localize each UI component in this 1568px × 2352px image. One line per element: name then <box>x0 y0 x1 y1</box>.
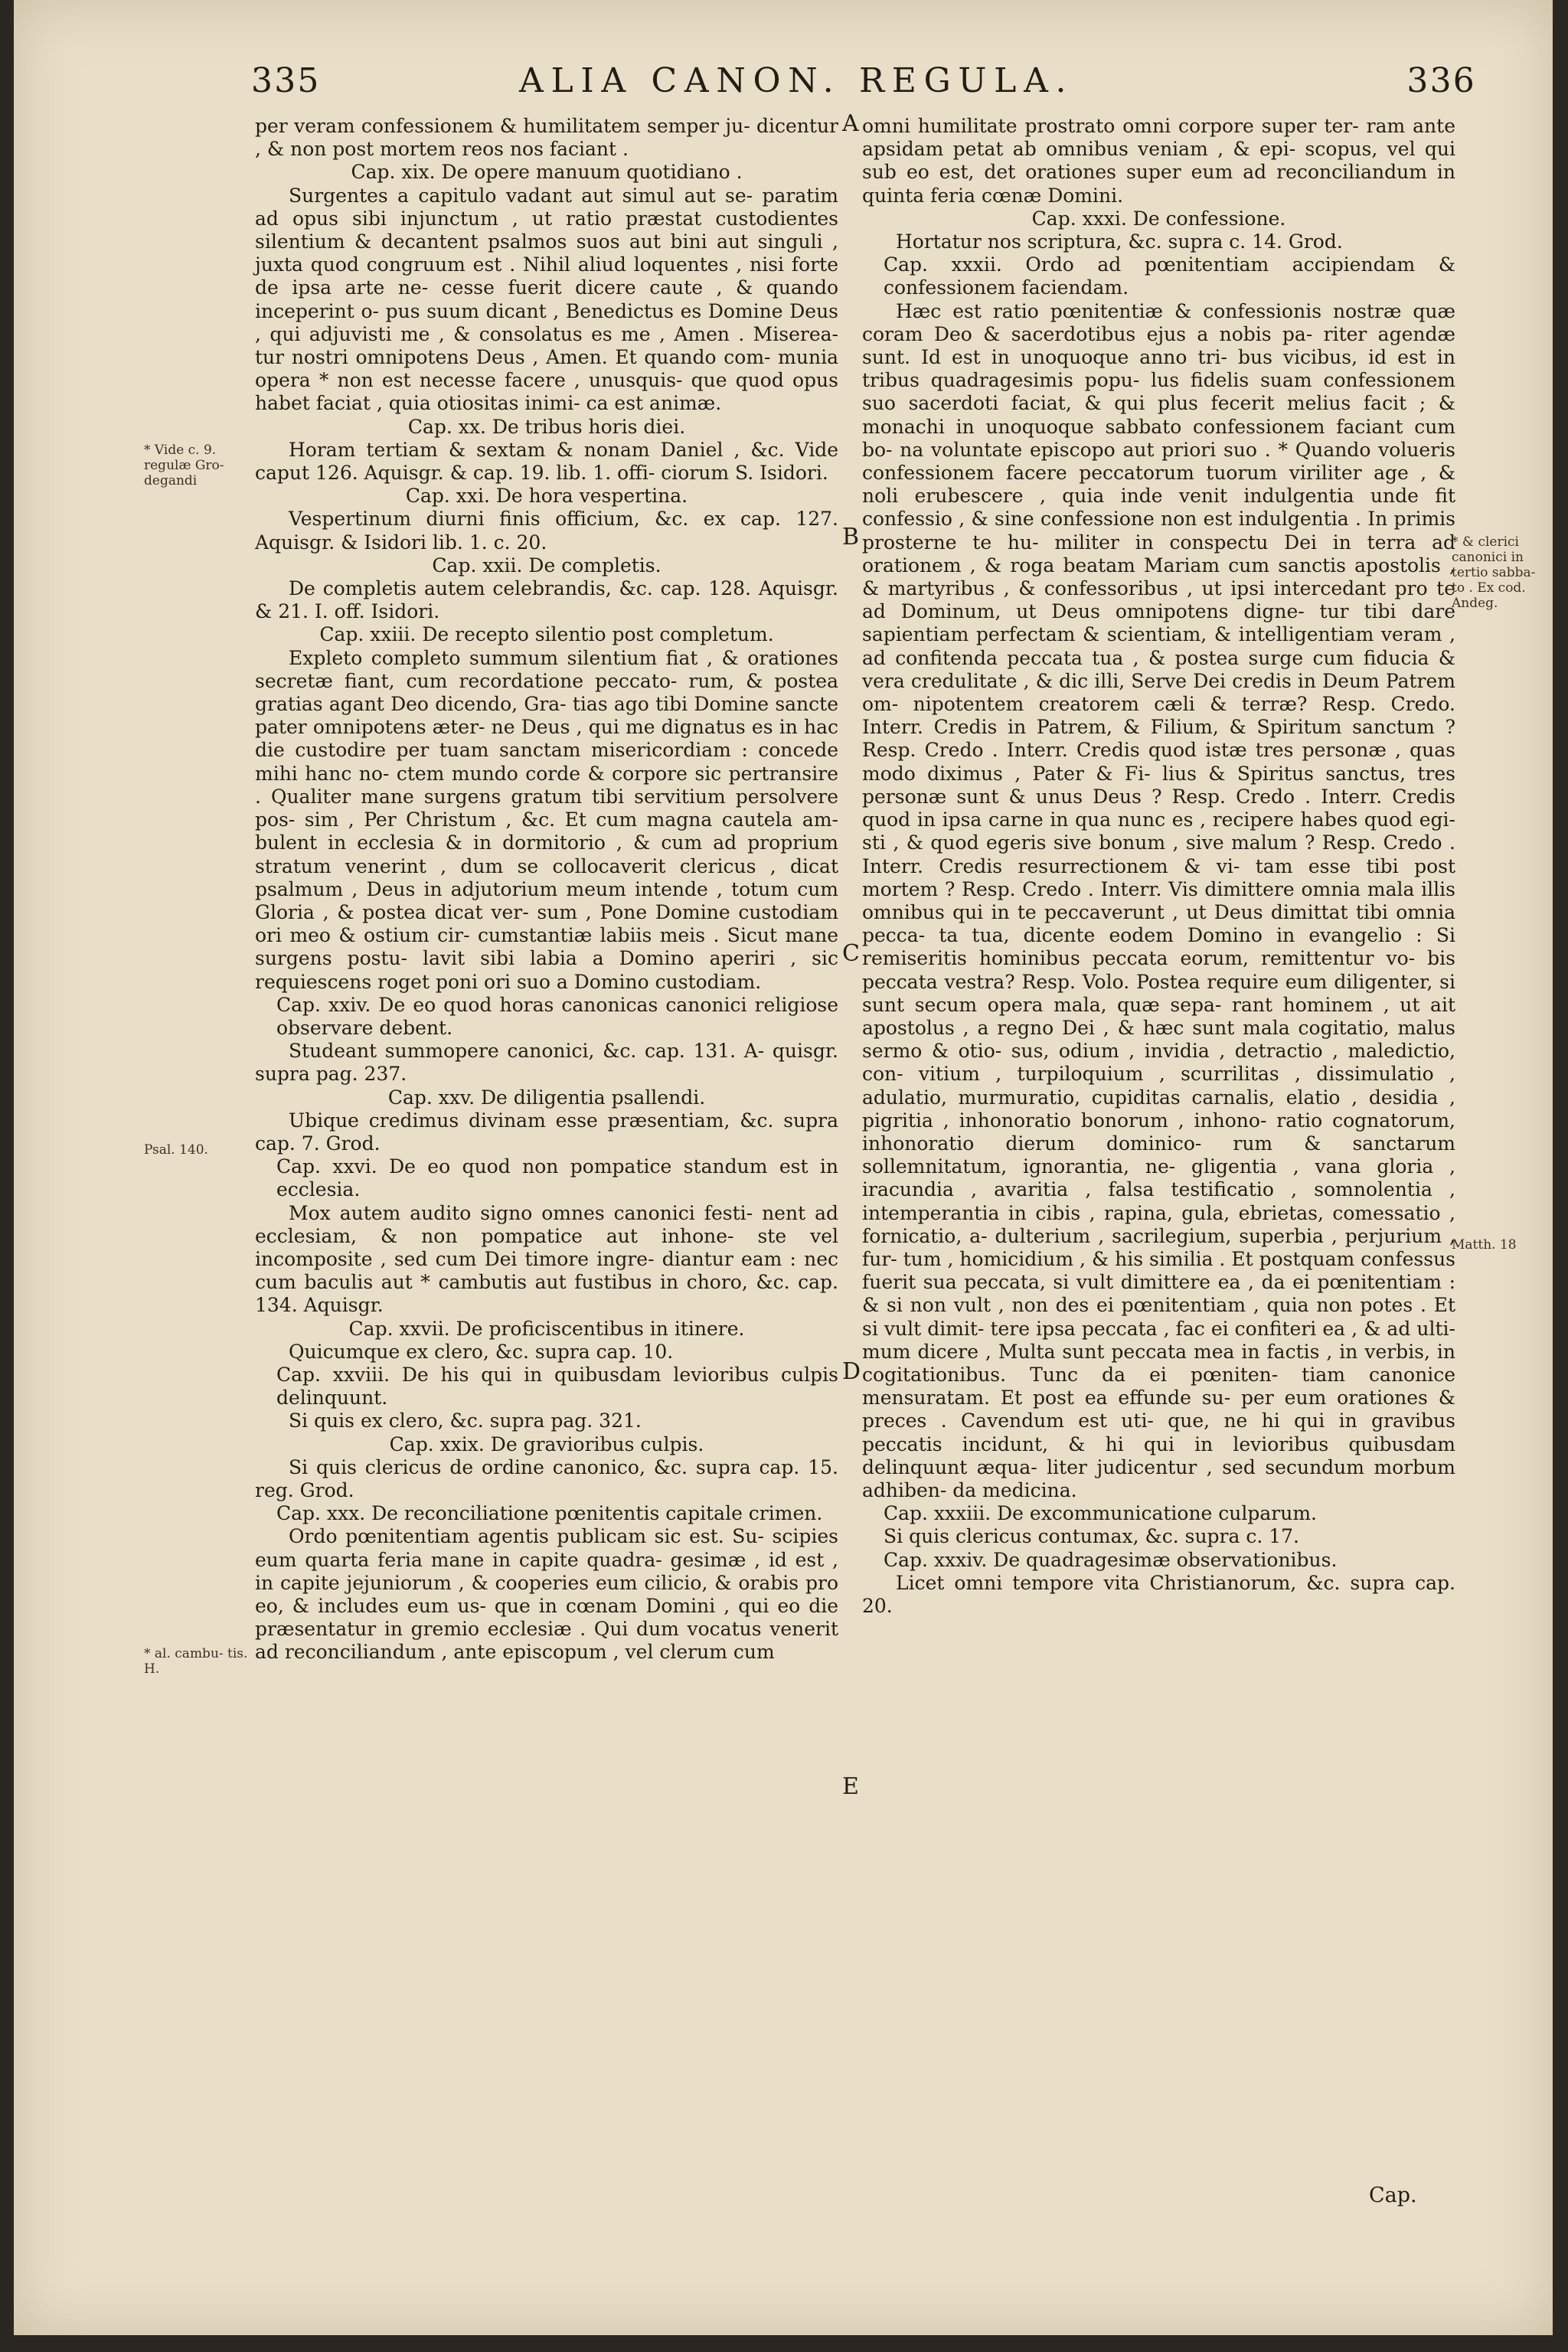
section-letter-c: C <box>842 940 860 967</box>
chapter-heading: Cap. xx. De tribus horis diei. <box>407 415 686 438</box>
paragraph: Licet omni tempore vita Christianorum, &c. supra cap. 20. <box>862 1571 1455 1617</box>
book-page <box>14 0 1553 2335</box>
chapter-heading: Cap. xxxiv. De quadragesimæ observationibus. <box>884 1548 1338 1571</box>
running-title: ALIA CANON. REGULA. <box>519 61 1074 100</box>
paragraph: Horam tertiam & sextam & nonam Daniel , &c. Vide caput 126. Aquisgr. & cap. 19. lib. 1. offi- ciorum S. Isidori. <box>255 438 838 485</box>
section-letter-a: A <box>842 110 859 137</box>
chapter-heading: Cap. xxi. De hora vespertina. <box>405 485 688 508</box>
chapter-heading: Si quis clericus contumax, &c. supra c. 17. <box>884 1525 1300 1548</box>
paragraph: Si quis ex clero, &c. supra pag. 321. <box>289 1410 642 1432</box>
section-letter-b: B <box>842 524 860 550</box>
running-header <box>243 61 1476 107</box>
margin-note-cambutis: * al. cambu- tis. H. <box>144 1646 248 1677</box>
paragraph: Si quis clericus de ordine canonico, &c. supra cap. 15. reg. Grod. <box>255 1455 838 1501</box>
chapter-heading: Cap. xxviii. De his qui in quibusdam levioribus culpis delinquunt. <box>276 1363 838 1410</box>
margin-note-psal: Psal. 140. <box>144 1142 208 1158</box>
continued-text: per veram confessionem & humilitatem semper ju- dicentur , & non post mortem reos nos faciant . <box>255 115 838 161</box>
left-text-column <box>255 115 838 1664</box>
chapter-heading: Cap. xxxii. Ordo ad pœnitentiam accipiendam & confessionem faciendam. <box>884 253 1455 299</box>
chapter-heading: Cap. xxxi. De confessione. <box>1031 207 1286 230</box>
paragraph: Quicumque ex clero, &c. supra cap. 10. <box>289 1340 674 1363</box>
continued-text: omni humilitate prostrato omni corpore super ter- ram ante apsidam petat ab omnibus veniam , & epi- scopus, vel qui sub eo est, det orationes super eum ad reconciliandum in quinta feria cœnæ Domini. <box>862 115 1455 207</box>
chapter-heading: Cap. xxvii. De proficiscentibus in itinere. <box>348 1317 745 1340</box>
paragraph: Hæc est ratio pœnitentiæ & confessionis nostræ quæ coram Deo & sacerdotibus ejus a nobis pa- riter agendæ sunt. Id est in unoquoque anno tri- bus vicibus, id est in tribus quadragesimis popu- lus fidelis suam confessionem suo sacerdoti faciat, & qui plus fecerit melius facit ; & monachi in unoquoque sabbato confessionem faciant cum bo- na voluntate episcopo aut priori suo . * Quando volueris confessionem facere peccatorum tuorum viriliter age , & noli erubescere , quia inde venit indulgentia unde fit confessio , & sine confessione non est indulgentia . In primis prosterne te hu- militer in conspectu Dei in terra ad orationem , & roga beatam Mariam cum sanctis apostolis , & martyribus , & confessoribus , ut ipsi intercedant pro te ad Dominum, ut Deus omnipotens digne- tur tibi dare sapientiam perfectam & scientiam, & intelligentiam veram , ad confitenda peccata tua , & postea surge cum fiducia & vera credulitate , & dic illi, Serve Dei credis in Deum Patrem om- nipotentem creatorem cæli & terræ? Resp. Credo. Interr. Credis in Patrem, & Filium, & Spiritum sanctum ? Resp. Credo . Interr. Credis quod istæ tres personæ , quas modo diximus , Pater & Fi- lius & Spiritus sanctus, tres personæ sunt & unus Deus ? Resp. Credo . Interr. Credis quod in ipsa carne in qua nunc es , recipere habes quod egi- sti , & quod egeris sive bonum , sive malum ? Resp. Credo . Interr. Credis resurrectionem & vi- tam esse tibi post mortem ? Resp. Credo . Interr. Vis dimittere omnia mala illis omnibus qui in te peccaverunt , ut Deus dimittat tibi omnia pecca- ta tua, dicente eodem Domino in evangelio : Si remiseritis hominibus peccata eorum, remittentur vo- bis peccata vestra? Resp. Volo. Postea require eum diligenter, si sunt secum opera mala, quæ sepa- rant hominem , ut ait apostolus , a regno Dei , & hæc sunt mala cogitatio, malus sermo & otio- sus, odium , invidia , detractio , maledictio, con- vitium , turpiloquium , scurrilitas , dissimulatio , adulatio, murmuratio, cupiditas carnalis, elatio , desidia , pigritia , inhonoratio bonorum , inhono- ratio cognatorum, inhonoratio dierum dominico- rum & sanctarum sollemnitatum, ignorantia, ne- gligentia , vana gloria , iracundia , avaritia , falsa testificatio , somnolentia , intemperantia in cibis , rapina, gula, ebrietas, comessatio , fornicatio, a- dulterium , sacrilegium, superbia , perjurium , fur- tum , homicidium , & his similia . Et postquam confessus fuerit sua peccata, si vult dimittere ea , da ei pœnitentiam : & si non vult , non des ei pœnitentiam , quia non potes . Et si vult dimit- tere ipsa peccata , fac ei confiteri ea , & ad ulti- mum dicere , Multa sunt peccata mea in factis , in verbis, in cogitationibus. Tunc da ei pœniten- tiam canonice mensuratam. Et post ea effunde su- per eum orationes & preces . Cavendum est uti- que, ne hi qui in gravibus peccatis incidunt, & hi qui in levioribus quibusdam delinquunt æqua- liter judicentur , sed secundum morbum adhiben- da medicina. <box>862 299 1455 1501</box>
chapter-heading: Cap. xxv. De diligentia psallendi. <box>387 1086 706 1109</box>
chapter-heading: Cap. xxiii. De recepto silentio post completum. <box>319 623 774 646</box>
chapter-heading: Cap. xxxiii. De excommunicatione culparum. <box>884 1502 1318 1525</box>
margin-note-matth: Matth. 18 <box>1452 1237 1517 1253</box>
paragraph: Vespertinum diurni finis officium, &c. ex cap. 127. Aquisgr. & Isidori lib. 1. c. 20. <box>255 508 838 554</box>
paragraph: Ubique credimus divinam esse præsentiam, &c. supra cap. 7. Grod. <box>255 1109 838 1155</box>
margin-note-vide-regulae: * Vide c. 9. regulæ Gro- degandi <box>144 443 224 488</box>
paragraph: De completis autem celebrandis, &c. cap. 128. Aquisgr. & 21. I. off. Isidori. <box>255 577 838 623</box>
paragraph: Expleto completo summum silentium fiat , & orationes secretæ fiant, cum recordatione peccato- rum, & postea gratias agant Deo dicendo, Gra- tias ago tibi Domine sancte pater omnipotens æter- ne Deus , qui me dignatus es in hac die custodire per tuam sanctam misericordiam : concede mihi hanc no- ctem mundo corde & corpore sic pertransire . Qualiter mane surgens gratum tibi servitium persolvere pos- sim , Per Christum , &c. Et cum magna cautela am- bulent in ecclesia & in dormitorio , & cum ad proprium stratum venerint , dum se collocaverit clericus , dicat psalmum , Deus in adjutorium meum intende , totum cum Gloria , & postea dicat ver- sum , Pone Domine custodiam ori meo & ostium cir- cumstantiæ labiis meis . Sicut mane surgens postu- lavit sibi labia a Domino aperiri , sic requiescens roget poni ori suo a Domino custodiam. <box>255 646 838 993</box>
chapter-heading: Cap. xxix. De gravioribus culpis. <box>389 1432 704 1455</box>
chapter-heading: Cap. xxiv. De eo quod horas canonicas canonici religiose observare debent. <box>276 993 838 1039</box>
paragraph: Studeant summopere canonici, &c. cap. 131. A- quisgr. supra pag. 237. <box>255 1040 838 1086</box>
right-page-number: 336 <box>1406 61 1476 100</box>
left-page-number: 335 <box>251 61 321 100</box>
chapter-heading: Cap. xxvi. De eo quod non pompatice standum est in ecclesia. <box>276 1155 838 1201</box>
paragraph: Hortatur nos scriptura, &c. supra c. 14. Grod. <box>896 230 1343 253</box>
margin-note-clerici: * & clerici canonici in tertio sabba- to . Ex cod. Andeg. <box>1452 534 1536 611</box>
catchword: Cap. <box>1369 2184 1417 2207</box>
right-text-column <box>862 115 1455 1618</box>
paragraph: Mox autem audito signo omnes canonici festi- nent ad ecclesiam, & non pompatice aut inhone- ste vel incomposite , sed cum Dei timore ingre- diantur eam : nec cum baculis aut * cambutis aut fustibus in choro, &c. cap. 134. Aquisgr. <box>255 1201 838 1317</box>
section-letter-e: E <box>842 1773 859 1800</box>
chapter-heading: Cap. xxii. De completis. <box>432 554 662 577</box>
chapter-heading: Cap. xix. De opere manuum quotidiano . <box>351 161 743 184</box>
section-letter-d: D <box>842 1358 861 1385</box>
paragraph: Ordo pœnitentiam agentis publicam sic est. Su- scipies eum quarta feria mane in capite quadra- gesimæ , id est , in capite jejuniorum , & cooperies eum cilicio, & orabis pro eo, & includes eum us- que in cœnam Domini , qui eo die præsentatur in gremio ecclesiæ . Qui dum vocatus venerit ad reconciliandum , ante episcopum , vel clerum cum <box>255 1525 838 1664</box>
chapter-heading: Cap. xxx. De reconciliatione pœnitentis capitale crimen. <box>276 1502 823 1525</box>
paragraph: Surgentes a capitulo vadant aut simul aut se- paratim ad opus sibi injunctum , ut ratio præstat custodientes silentium & decantent psalmos suos aut bini aut singuli , juxta quod congruum est . Nihil aliud loquentes , nisi forte de ipsa arte ne- cesse fuerit dicere caute , & quando inceperint o- pus suum dicant , Benedictus es Domine Deus , qui adjuvisti me , & consolatus es me , Amen . Miserea- tur nostri omnipotens Deus , Amen. Et quando com- munia opera * non est necesse facere , unusquis- que quod opus habet faciat , quia otiositas inimi- ca est animæ. <box>255 184 838 415</box>
